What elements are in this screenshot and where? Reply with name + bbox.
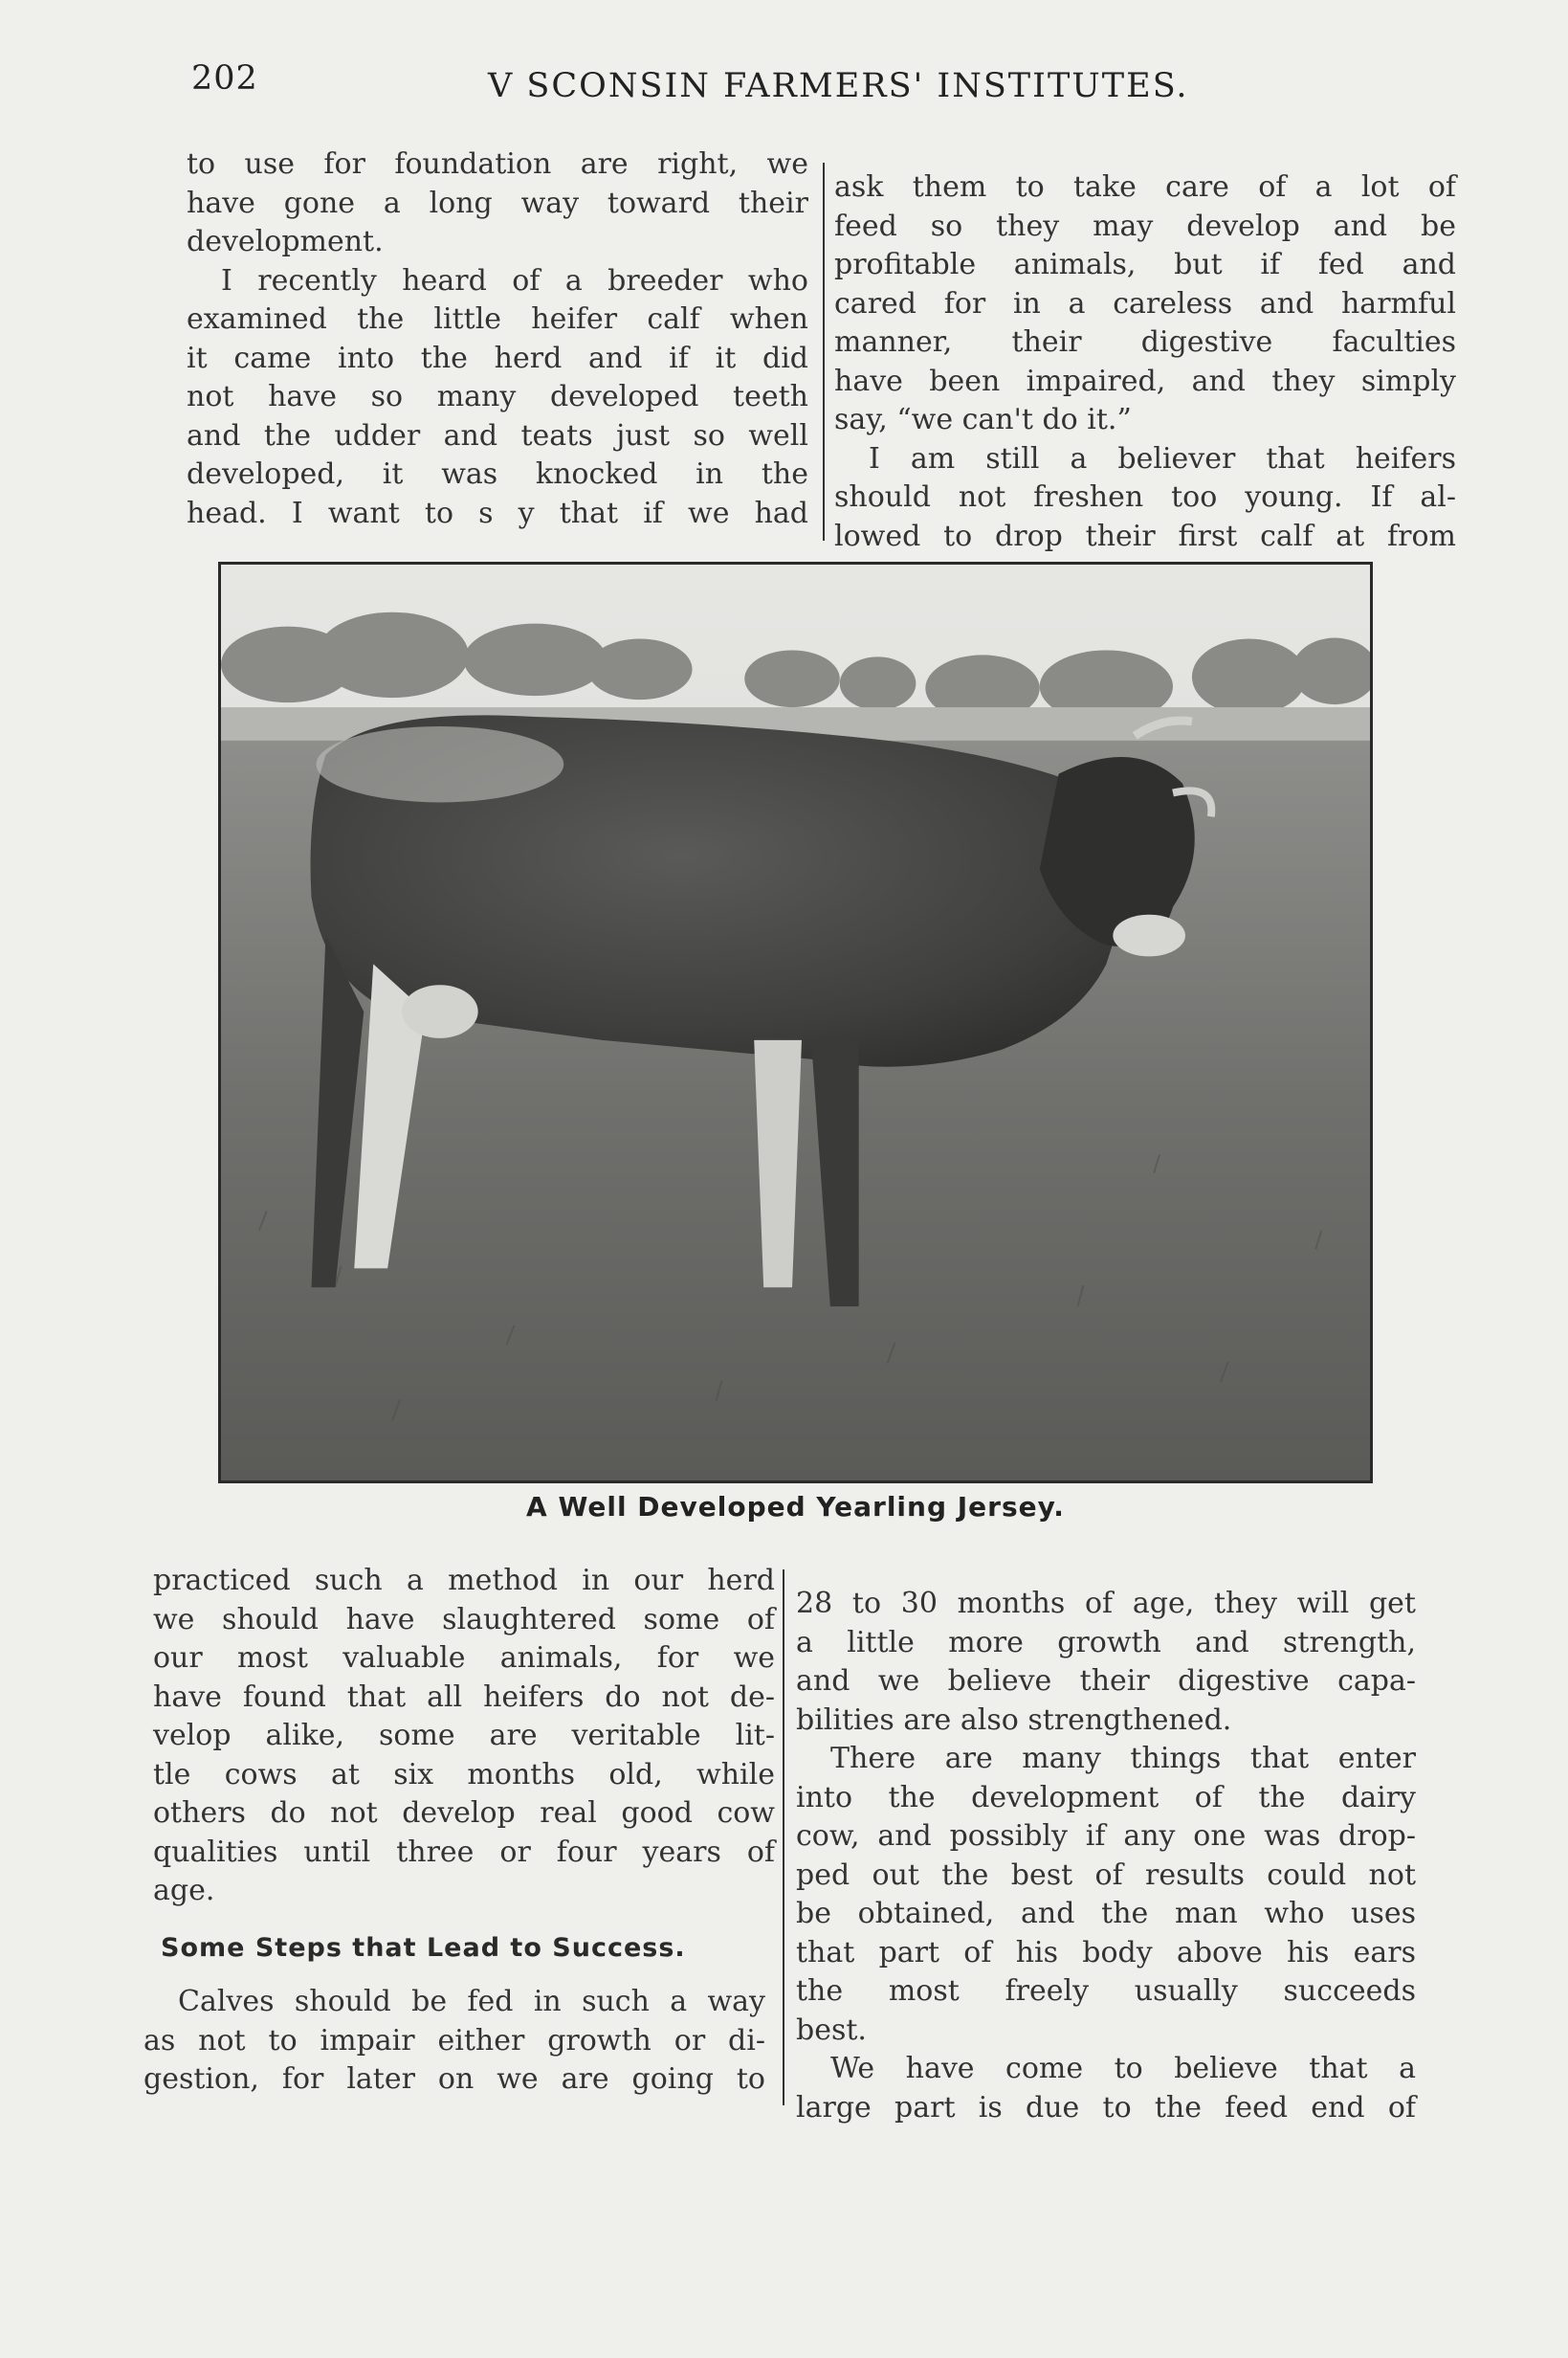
jersey-photograph bbox=[218, 562, 1373, 1483]
text-line: tle cows at six months old, while bbox=[153, 1757, 775, 1791]
section-subheading: Some Steps that Lead to Success. bbox=[161, 1933, 686, 1963]
text-line: we should have slaughtered some of bbox=[153, 1602, 775, 1636]
text-line: practiced such a method in our herd bbox=[153, 1564, 775, 1597]
text-line: We have come to believe that a bbox=[830, 2052, 1416, 2085]
text-line: large part is due to the feed end of bbox=[796, 2090, 1416, 2124]
text-line: cow, and possibly if any one was drop- bbox=[796, 1819, 1416, 1853]
text-line: Calves should be fed in such a way bbox=[178, 1985, 765, 2018]
text-line: bilities are also strengthened. bbox=[796, 1702, 1232, 1737]
text-line: I am still a believer that heifers bbox=[869, 441, 1456, 476]
bottom-right-column bbox=[796, 1585, 1416, 2127]
running-head: V SCONSIN FARMERS' INSTITUTES. bbox=[488, 67, 1189, 105]
text-line: should not freshen too young. If al- bbox=[834, 480, 1456, 514]
text-line: ped out the best of results could not bbox=[796, 1857, 1416, 1892]
text-line: that part of his body above his ears bbox=[796, 1935, 1416, 1969]
text-line: cared for in a careless and harmful bbox=[834, 286, 1456, 321]
text-line: head. I want to s y that if we had bbox=[187, 496, 808, 530]
bottom-left-column-continued bbox=[144, 1983, 765, 2100]
cow-photo-image bbox=[221, 565, 1370, 1480]
text-line: examined the little heifer calf when bbox=[187, 302, 808, 336]
text-line: There are many things that enter bbox=[830, 1742, 1416, 1775]
text-line: age. bbox=[153, 1874, 215, 1907]
text-line: have gone a long way toward their bbox=[187, 186, 808, 220]
text-line: have been impaired, and they simply bbox=[834, 364, 1456, 398]
text-line: say, “we can't do it.” bbox=[834, 403, 1132, 436]
text-line: and we believe their digestive capa- bbox=[796, 1664, 1416, 1698]
text-line: I recently heard of a breeder who bbox=[221, 263, 808, 298]
text-line: 28 to 30 months of age, they will get bbox=[796, 1587, 1416, 1620]
column-rule-bottom bbox=[783, 1569, 784, 2105]
page-number: 202 bbox=[191, 59, 258, 98]
text-line: and the udder and teats just so well bbox=[187, 418, 808, 453]
text-line: the most freely usually succeeds bbox=[796, 1974, 1416, 2008]
text-line: gestion, for later on we are going to bbox=[144, 2062, 765, 2096]
text-line: as not to impair either growth or di- bbox=[144, 2023, 765, 2058]
column-rule-top bbox=[823, 163, 825, 541]
text-line: have found that all heifers do not de- bbox=[153, 1680, 775, 1714]
text-line: others do not develop real good cow bbox=[153, 1796, 775, 1830]
bottom-left-column bbox=[153, 1562, 775, 1911]
text-line: best. bbox=[796, 2013, 867, 2047]
text-line: not have so many developed teeth bbox=[187, 380, 808, 413]
text-line: feed so they may develop and be bbox=[834, 209, 1456, 243]
text-line: our most valuable animals, for we bbox=[153, 1641, 775, 1675]
text-line: it came into the herd and if it did bbox=[187, 341, 808, 375]
text-line: a little more growth and strength, bbox=[796, 1625, 1416, 1659]
figure-caption: A Well Developed Yearling Jersey. bbox=[526, 1491, 1065, 1523]
text-line: profitable animals, but if fed and bbox=[834, 248, 1456, 281]
text-line: lowed to drop their first calf at from bbox=[834, 519, 1456, 553]
text-line: qualities until three or four years of bbox=[153, 1835, 775, 1869]
top-right-column bbox=[834, 168, 1456, 556]
text-line: velop alike, some are veritable lit- bbox=[153, 1719, 775, 1752]
text-line: into the development of the dairy bbox=[796, 1780, 1416, 1814]
text-line: be obtained, and the man who uses bbox=[796, 1897, 1416, 1930]
text-line: to use for foundation are right, we bbox=[187, 147, 808, 181]
text-line: ask them to take care of a lot of bbox=[834, 170, 1456, 204]
text-line: manner, their digestive faculties bbox=[834, 325, 1456, 359]
text-line: development. bbox=[187, 225, 384, 258]
top-left-column bbox=[187, 145, 808, 533]
text-line: developed, it was knocked in the bbox=[187, 457, 808, 491]
